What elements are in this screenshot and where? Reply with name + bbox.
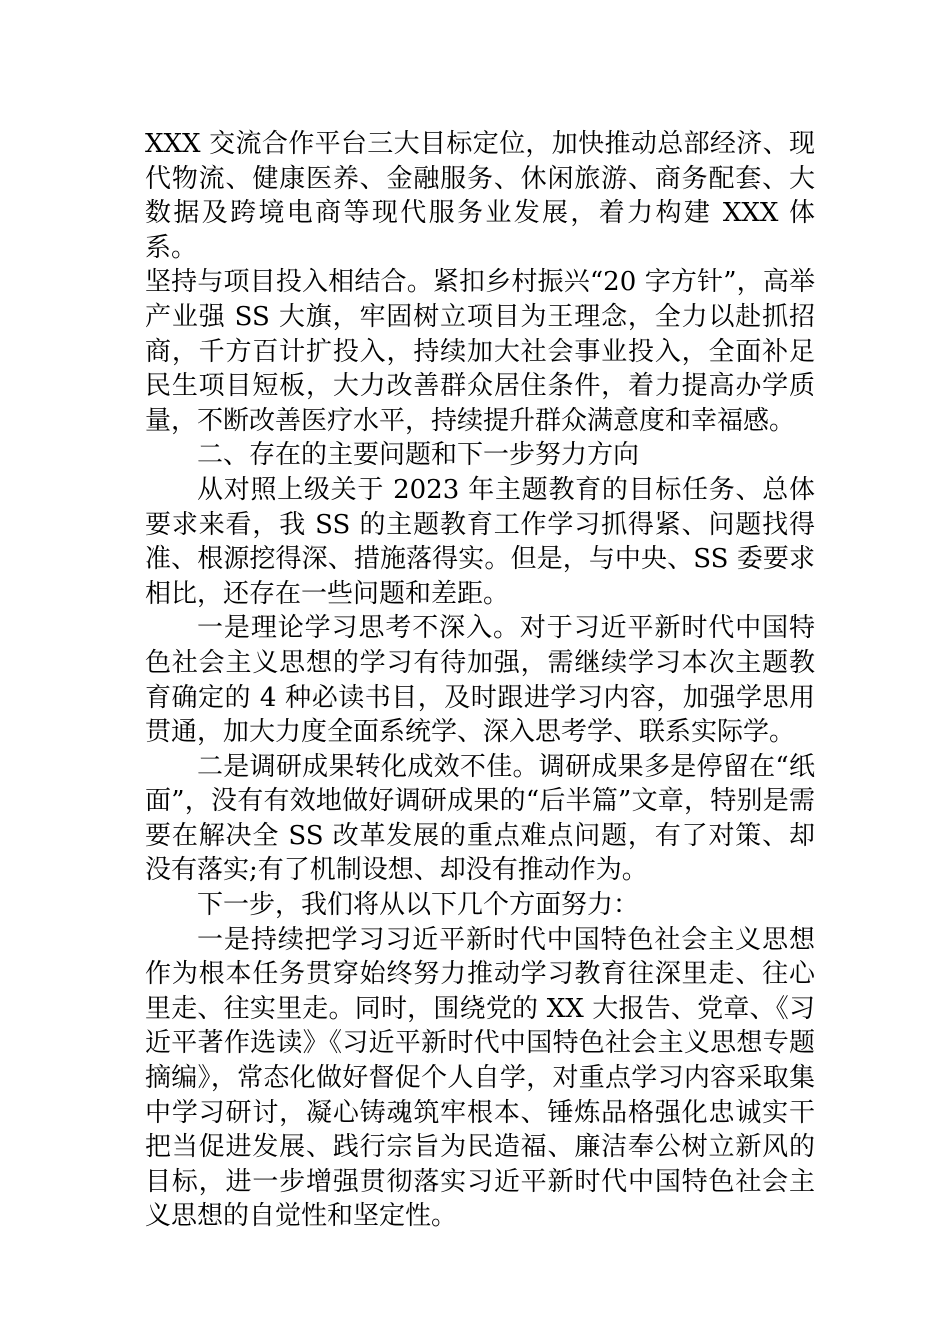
paragraph-next-steps-intro: 下一步，我们将从以下几个方面努力： <box>197 890 640 921</box>
paragraph-service-industry: XXX 交流合作平台三大目标定位，加快推动总部经济、现代物流、健康医养、金融服务、休闲旅游、商务配套、大数据及跨境电商等现代服务业发展，着力构建 XXX 体系。 <box>145 129 815 263</box>
paragraph-project-investment: 坚持与项目投入相结合。紧扣乡村振兴“20 字方针”，高举产业强 SS 大旗，牢固树立项目为王理念，全力以赴抓招商，千方百计扩投入，持续加大社会事业投入，全面补足民生项目短板，大力改善群众居住条件，着力提高办学质量，不断改善医疗水平，持续提升群众满意度和幸福感。 <box>145 267 815 436</box>
paragraph-next-step-one: 一是持续把学习习近平新时代中国特色社会主义思想作为根本任务贯穿始终努力推动学习教育往深里走、往心里走、往实里走。同时，围绕党的 XX 大报告、党章、《习近平著作选读》《习近平新时代中国特色社会主义思想专题摘编》，常态化做好督促个人自学，对重点学习内容采取集中学习研讨，凝心铸魂筑牢根本、锤炼品格强化忠诚实干把当促进发展、践行宗旨为民造福、廉洁奉公树立新风的目标，进一步增强贯彻落实习近平新时代中国特色社会主义思想的自觉性和坚定性。 <box>145 924 815 1232</box>
paragraph-overview: 从对照上级关于 2023 年主题教育的目标任务、总体要求来看，我 SS 的主题教育工作学习抓得紧、问题找得准、根源挖得深、措施落得实。但是，与中央、SS 委要求相比，还存在一些问题和差距。 <box>145 474 815 609</box>
section-heading-problems: 二、存在的主要问题和下一步努力方向 <box>197 440 640 471</box>
document-body <box>145 127 815 1234</box>
paragraph-theory-study: 一是理论学习思考不深入。对于习近平新时代中国特色社会主义思想的学习有待加强，需继续学习本次主题教育确定的 4 种必读书目，及时跟进学习内容，加强学思用贯通，加大力度全面系统学、深入思考学、联系实际学。 <box>145 613 815 748</box>
paragraph-research-results: 二是调研成果转化成效不佳。调研成果多是停留在“纸面”，没有有效地做好调研成果的“后半篇”文章，特别是需要在解决全 SS 改革发展的重点难点问题，有了对策、却没有落实;有了机制设想、却没有推动作为。 <box>145 751 815 886</box>
